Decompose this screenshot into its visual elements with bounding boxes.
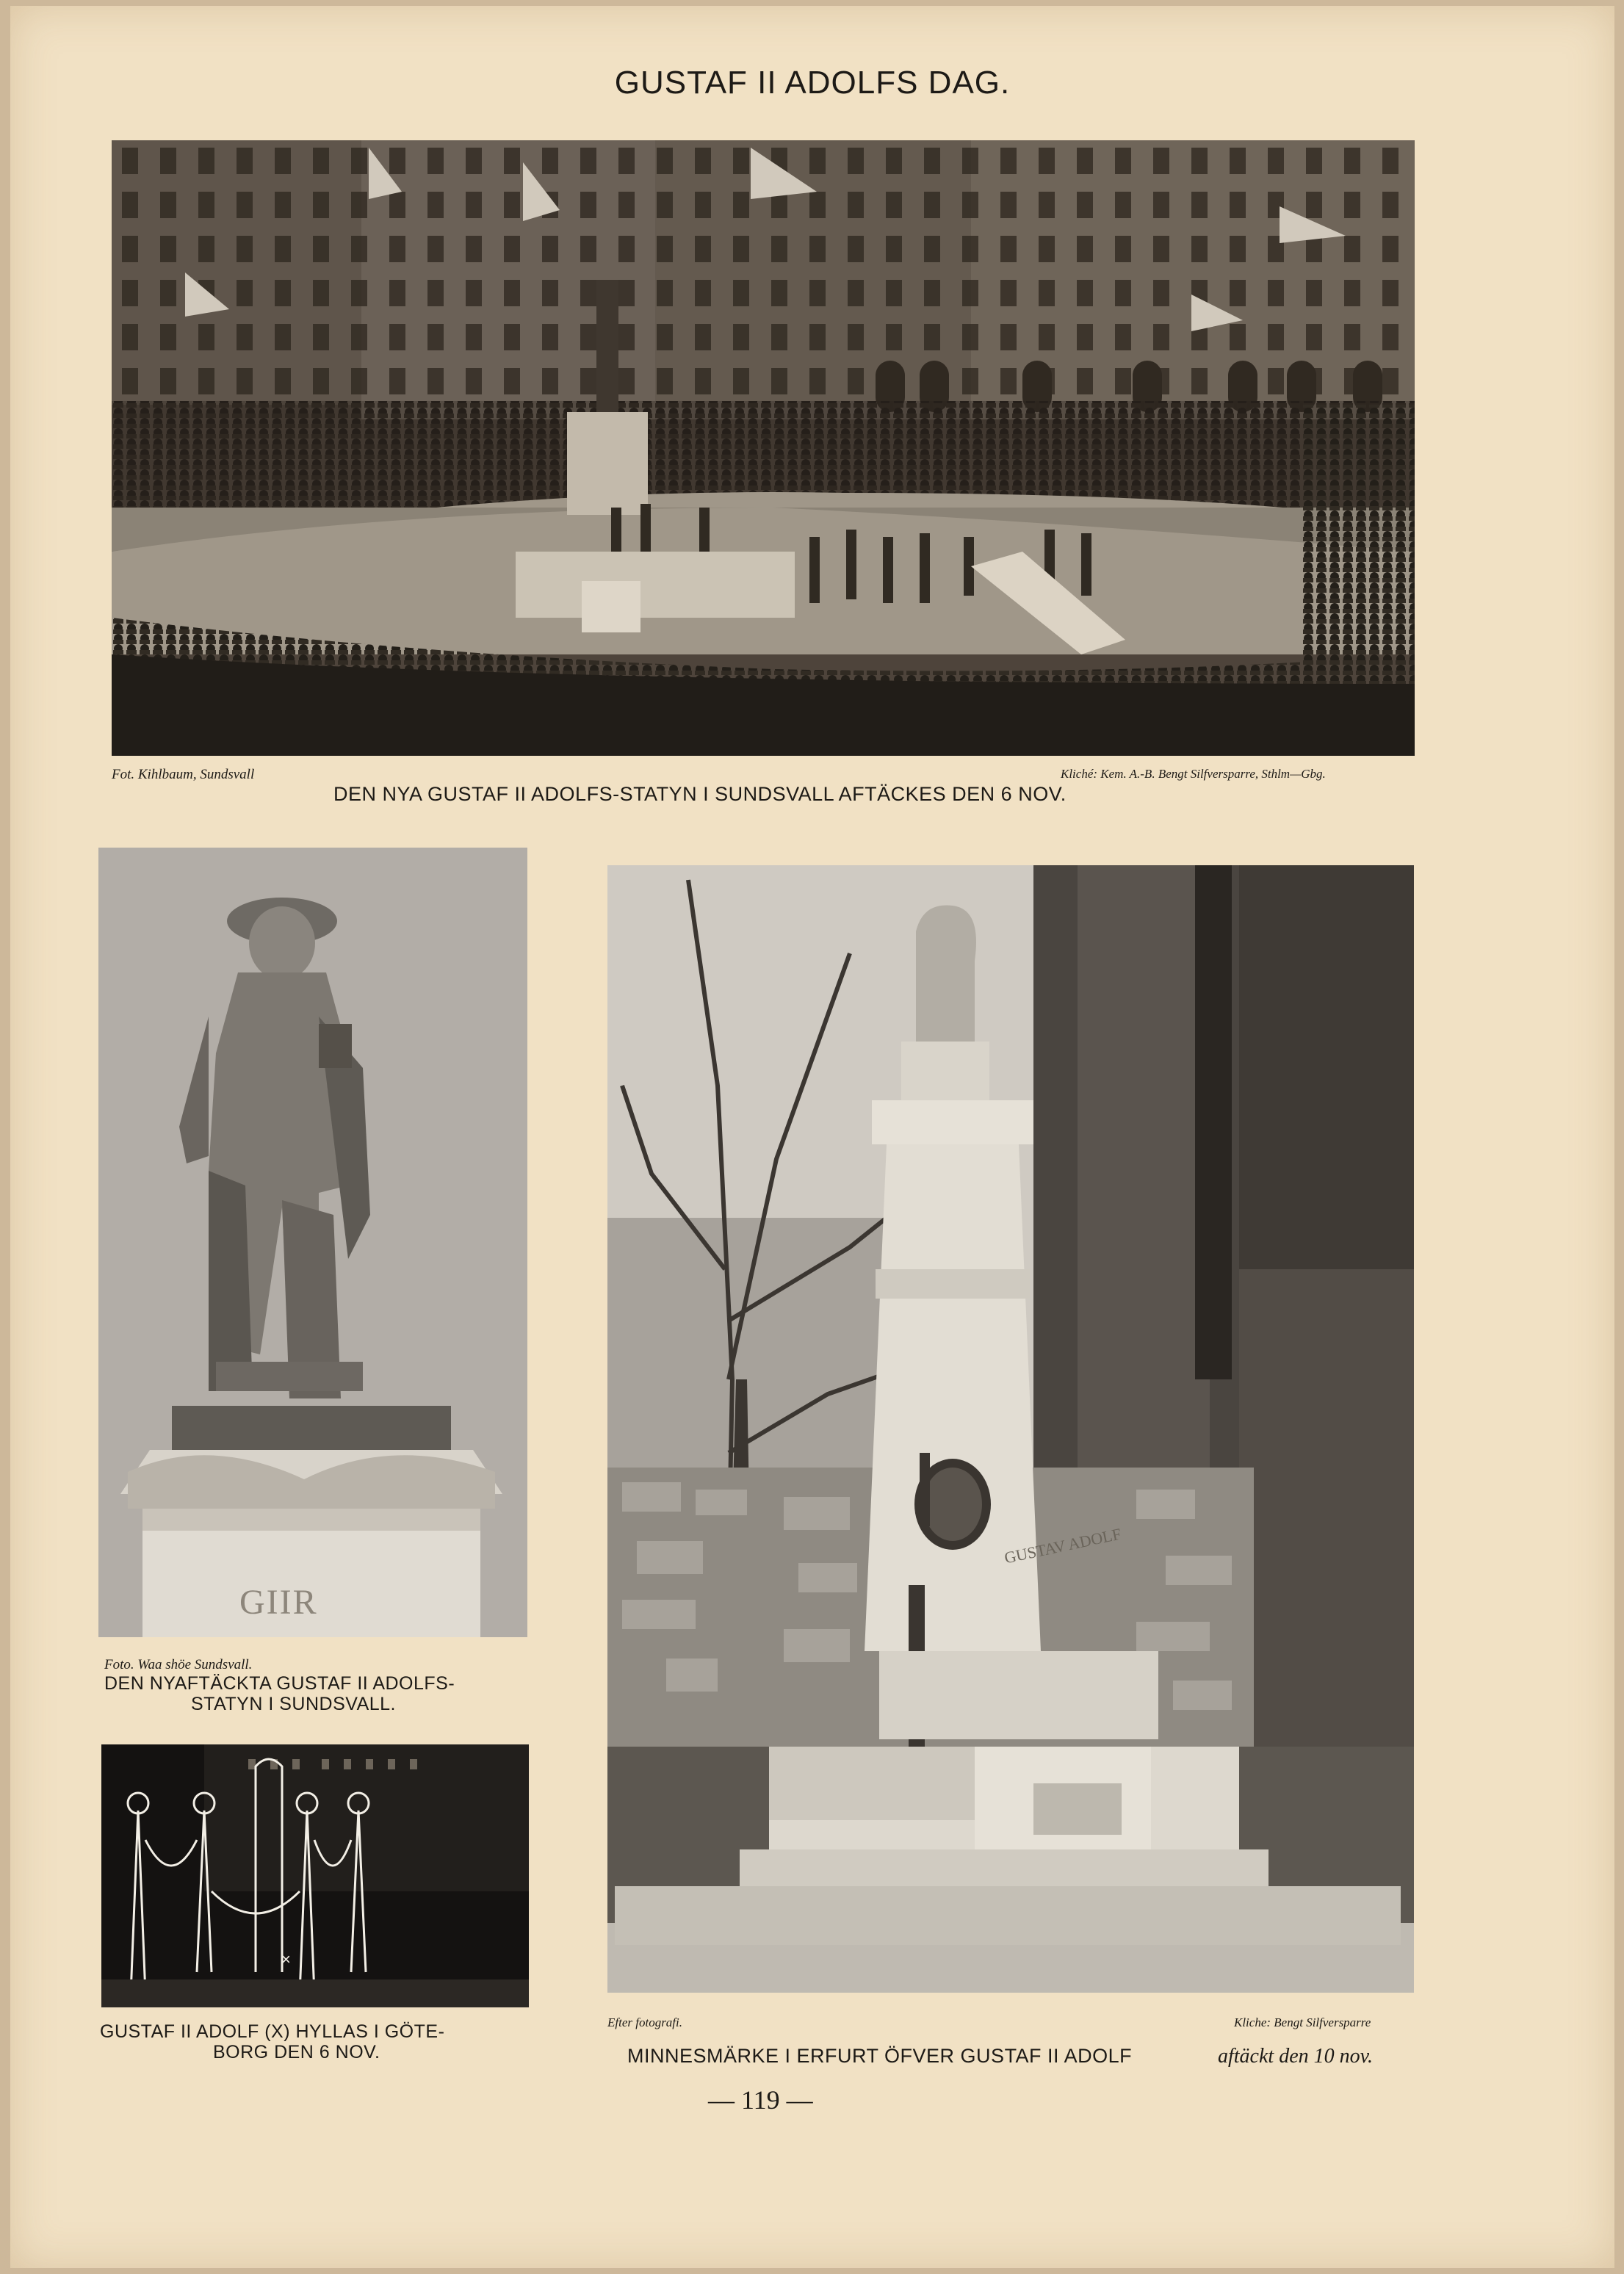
erfurt-cliche-credit: Kliche: Bengt Silfversparre bbox=[1234, 2015, 1371, 2029]
magazine-page bbox=[10, 6, 1614, 2268]
page-number: — 119 — bbox=[708, 2085, 813, 2115]
top-photo-caption: DEN NYA GUSTAF II ADOLFS-STATYN I SUNDSVALL AFTÄCKES DEN 6 NOV. bbox=[333, 783, 1067, 805]
erfurt-caption-main: MINNESMÄRKE I ERFURT ÖFVER GUSTAF II ADOLF bbox=[627, 2045, 1133, 2067]
erfurt-caption-date: aftäckt den 10 nov. bbox=[1218, 2045, 1373, 2068]
statue-caption-line-1: DEN NYAFTÄCKTA GUSTAF II ADOLFS- bbox=[104, 1673, 455, 1694]
page-title: GUSTAF II ADOLFS DAG. bbox=[614, 65, 1011, 101]
illumination-caption-line-2: BORG DEN 6 NOV. bbox=[213, 2042, 380, 2062]
erfurt-monument-photo bbox=[607, 865, 1414, 1993]
statue-photo bbox=[98, 848, 527, 1637]
top-photo-credit: Fot. Kihlbaum, Sundsvall bbox=[112, 767, 255, 782]
top-photo-cliche-credit: Kliché: Kem. A.-B. Bengt Silfversparre, Sthlm—Gbg. bbox=[1061, 767, 1326, 781]
statue-caption-line-2: STATYN I SUNDSVALL. bbox=[191, 1694, 397, 1714]
unveiling-crowd-photo bbox=[112, 140, 1415, 756]
illumination-caption-line-1: GUSTAF II ADOLF (X) HYLLAS I GÖTE- bbox=[100, 2021, 445, 2042]
statue-monogram: GIIR bbox=[239, 1583, 318, 1622]
erfurt-photo-credit: Efter fotografi. bbox=[607, 2015, 682, 2029]
illumination-photo bbox=[101, 1744, 529, 2007]
svg-text:×: × bbox=[281, 1950, 291, 1968]
statue-photo-credit: Foto. Waa shöe Sundsvall. bbox=[104, 1657, 253, 1672]
erfurt-inscription: GUSTAV ADOLF bbox=[1003, 1524, 1123, 1567]
